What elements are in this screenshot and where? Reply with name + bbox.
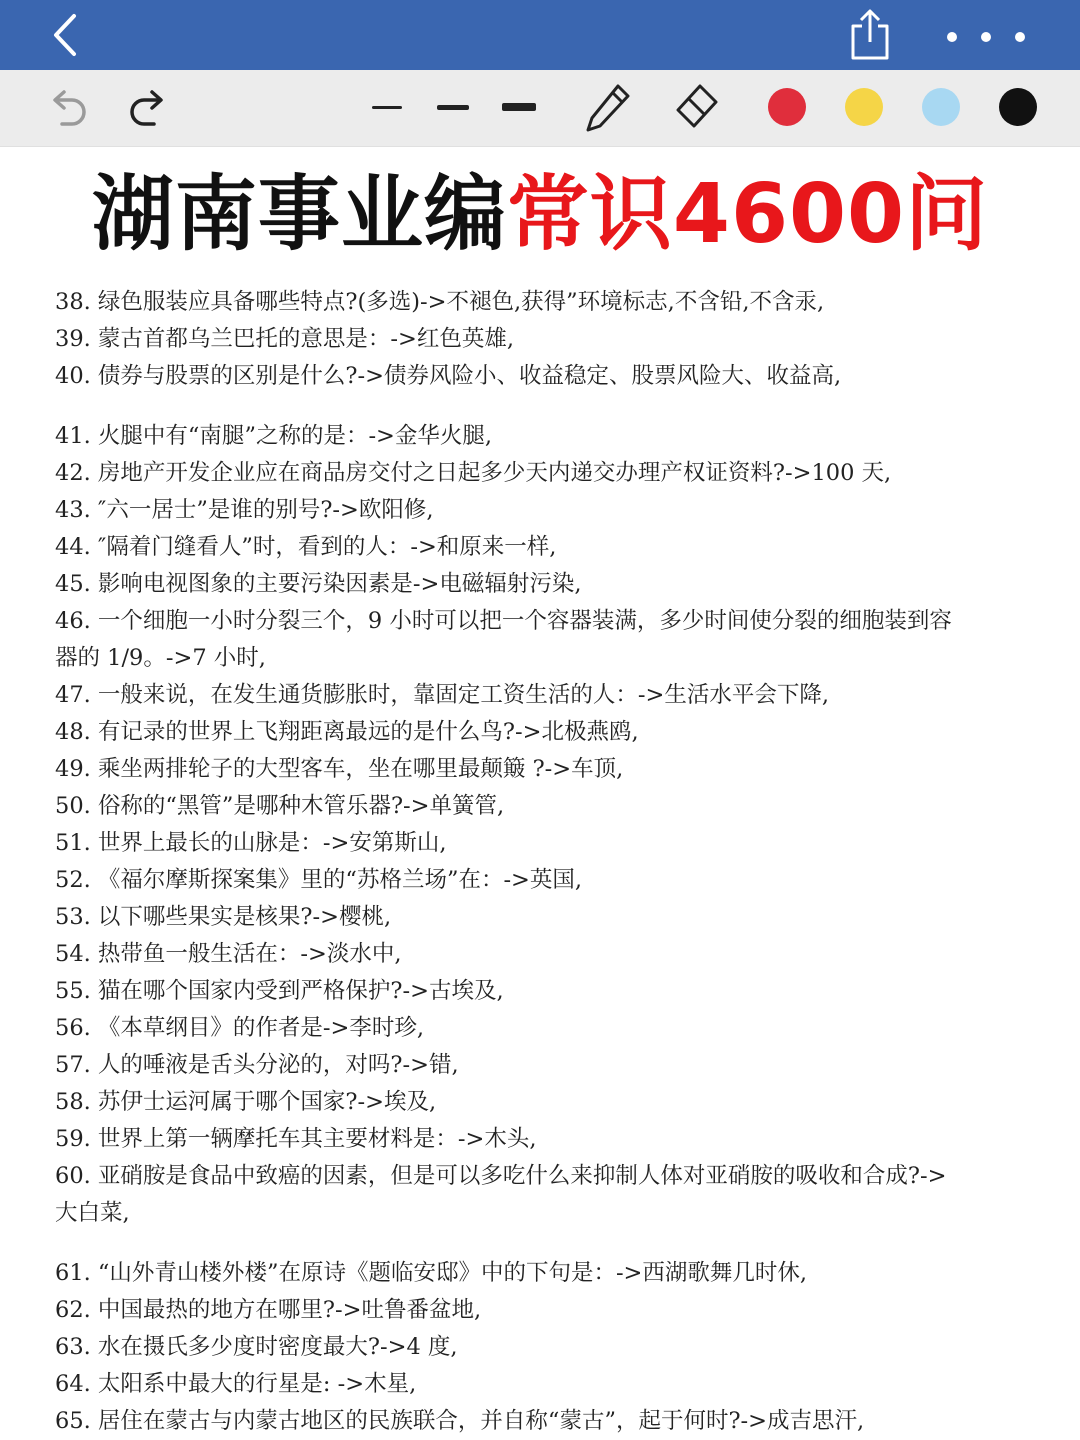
- paragraph-gap: [55, 1232, 1045, 1255]
- list-item-continuation: 大白菜,: [55, 1200, 130, 1226]
- list-item: 52. 《福尔摩斯探案集》里的“苏格兰场”在：->英国,: [55, 867, 583, 893]
- list-item: 59. 世界上第一辆摩托车其主要材料是：->木头,: [55, 1126, 537, 1152]
- redo-icon[interactable]: [126, 86, 170, 130]
- stroke-medium-button[interactable]: [437, 105, 469, 110]
- list-item: 51. 世界上最长的山脉是：->安第斯山,: [55, 830, 447, 856]
- list-item: 42. 房地产开发企业应在商品房交付之日起多少天内递交办理产权证资料?->100 天,: [55, 460, 892, 486]
- list-item: 57. 人的唾液是舌头分泌的，对吗?->错,: [55, 1052, 459, 1078]
- list-item: 54. 热带鱼一般生活在：->淡水中,: [55, 941, 402, 967]
- list-item: 61. “山外青山楼外楼”在原诗《题临安邸》中的下句是：->西湖歌舞几时休,: [55, 1260, 808, 1286]
- list-item: 62. 中国最热的地方在哪里?->吐鲁番盆地,: [55, 1297, 482, 1323]
- list-item: 63. 水在摄氏多少度时密度最大?->4 度,: [55, 1334, 458, 1360]
- list-item-continuation: 器的 1/9。->7 小时,: [55, 645, 266, 671]
- color-black-swatch[interactable]: [999, 88, 1037, 126]
- color-red-swatch[interactable]: [768, 88, 806, 126]
- top-app-bar: [0, 0, 1080, 70]
- list-item: 39. 蒙古首都乌兰巴托的意思是：->红色英雄,: [55, 326, 515, 352]
- document-title: [0, 160, 1080, 270]
- list-item: 50. 俗称的“黑管”是哪种木管乐器?->单簧管,: [55, 793, 505, 819]
- list-item: 49. 乘坐两排轮子的大型客车，坐在哪里最颠簸 ?->车顶,: [55, 756, 624, 782]
- more-dots-icon[interactable]: [940, 26, 1030, 46]
- list-item: 65. 居住在蒙古与内蒙古地区的民族联合，并自称“蒙古”，起于何时?->成吉思汗,: [55, 1408, 865, 1434]
- question-list: [55, 284, 1045, 1440]
- title-red-part: 常识4600问: [506, 167, 989, 262]
- list-item: 55. 猫在哪个国家内受到严格保护?->古埃及,: [55, 978, 504, 1004]
- chevron-left-icon[interactable]: [46, 12, 86, 58]
- share-icon[interactable]: [848, 6, 892, 62]
- list-item: 40. 债券与股票的区别是什么?->债券风险小、收益稳定、股票风险大、收益高,: [55, 363, 842, 389]
- list-item: 45. 影响电视图象的主要污染因素是->电磁辐射污染,: [55, 571, 582, 597]
- color-light-blue-swatch[interactable]: [922, 88, 960, 126]
- list-item: 43. ″六一居士”是谁的别号?->欧阳修,: [55, 497, 434, 523]
- list-item: 44. ″隔着门缝看人”时，看到的人：->和原来一样,: [55, 534, 557, 560]
- list-item: 41. 火腿中有“南腿”之称的是：->金华火腿,: [55, 423, 493, 449]
- list-item: 58. 苏伊士运河属于哪个国家?->埃及,: [55, 1089, 437, 1115]
- list-item: 47. 一般来说，在发生通货膨胀时，靠固定工资生活的人：->生活水平会下降,: [55, 682, 830, 708]
- stroke-thin-button[interactable]: [372, 106, 402, 109]
- list-item: 48. 有记录的世界上飞翔距离最远的是什么鸟?->北极燕鸥,: [55, 719, 639, 745]
- color-yellow-swatch[interactable]: [845, 88, 883, 126]
- eraser-icon[interactable]: [672, 80, 722, 136]
- pencil-icon[interactable]: [584, 80, 634, 136]
- list-item: 60. 亚硝胺是食品中致癌的因素，但是可以多吃什么来抑制人体对亚硝胺的吸收和合成?->: [55, 1163, 947, 1189]
- list-item: 46. 一个细胞一小时分裂三个，9 小时可以把一个容器装满，多少时间使分裂的细胞装到容: [55, 608, 952, 634]
- list-item: 38. 绿色服装应具备哪些特点?(多选)->不褪色,获得”环境标志,不含铅,不含汞,: [55, 289, 825, 315]
- stroke-thick-button[interactable]: [502, 103, 536, 111]
- list-item: 56. 《本草纲目》的作者是->李时珍,: [55, 1015, 425, 1041]
- list-item: 64. 太阳系中最大的行星是: ->木星,: [55, 1371, 417, 1397]
- undo-icon[interactable]: [46, 86, 90, 130]
- paragraph-gap: [55, 395, 1045, 418]
- title-black-part: 湖南事业编: [91, 167, 507, 262]
- list-item: 53. 以下哪些果实是核果?->樱桃,: [55, 904, 392, 930]
- annotation-toolbar: [0, 70, 1080, 147]
